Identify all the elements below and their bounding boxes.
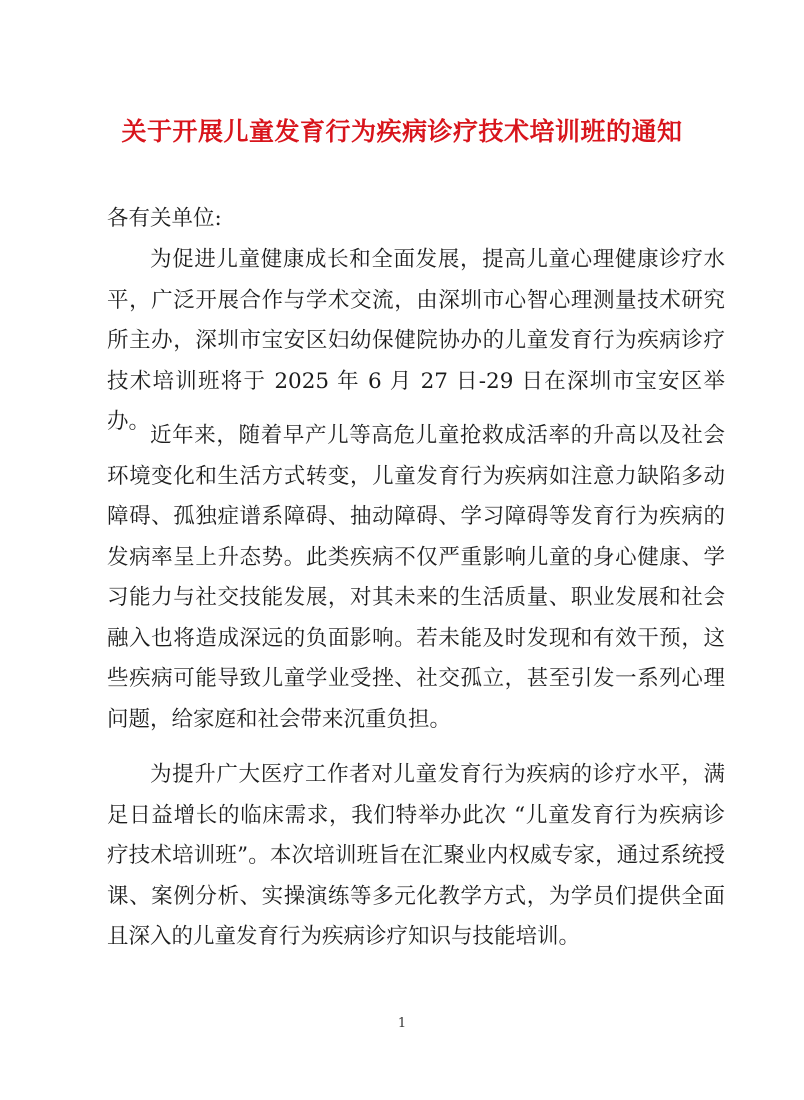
paragraph-2: 近年来，随着早产儿等高危儿童抢救成活率的升高以及社会环境变化和生活方式转变，儿童发育行为疾病如注意力缺陷多动障碍、孤独症谱系障碍、抽动障碍、学习障碍等发育行为疾病的发病率呈上升态势。此类疾病不仅严重影响儿童的身心健康、学习能力与社交技能发展，对其未来的生活质量、职业发展和社会融入也将造成深远的负面影响。若未能及时发现和有效干预，这些疾病可能导致儿童学业受挫、社交孤立，甚至引发一系列心理问题，给家庭和社会带来沉重负担。 (107, 423, 725, 732)
paragraph-1: 为促进儿童健康成长和全面发展，提高儿童心理健康诊疗水平，广泛开展合作与学术交流，由深圳市心智心理测量技术研究所主办，深圳市宝安区妇幼保健院协办的儿童发育行为疾病诊疗技术培训班将于 2025 年 6 月 27 日-29 日在深圳市宝安区举办。 (107, 247, 725, 434)
document-title: 关于开展儿童发育行为疾病诊疗技术培训班的通知 (121, 117, 683, 146)
page-number: 1 (397, 1016, 407, 1031)
paragraph-3: 为提升广大医疗工作者对儿童发育行为疾病的诊疗水平，满足日益增长的临床需求，我们特举办此次 “儿童发育行为疾病诊疗技术培训班”。本次培训班旨在汇聚业内权威专家，通过系统授课、案例分析、实操演练等多元化教学方式，为学员们提供全面且深入的儿童发育行为疾病诊疗知识与技能培训。 (107, 762, 725, 949)
salutation: 各有关单位: (107, 206, 222, 231)
